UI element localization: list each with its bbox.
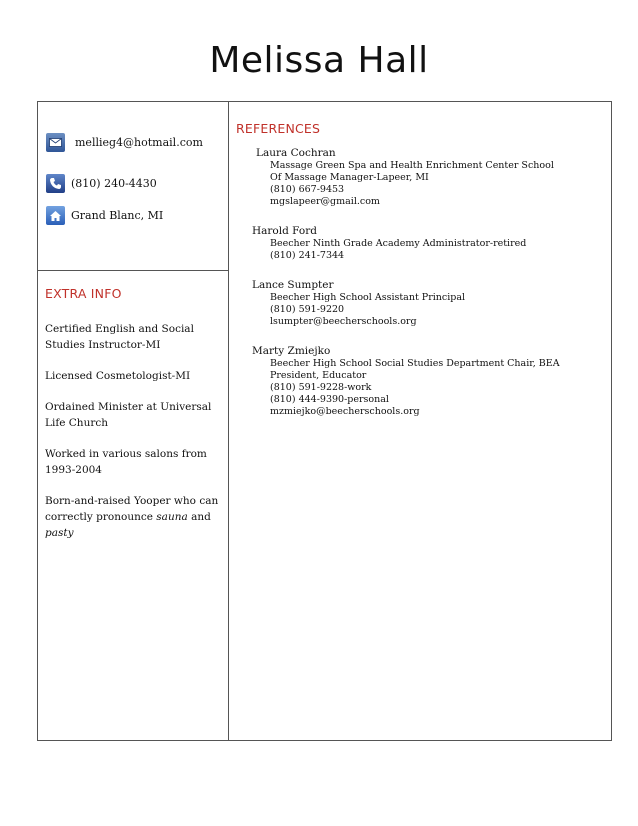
- contact-email[interactable]: mellieg4@hotmail.com: [75, 136, 203, 149]
- contact-email-row: [46, 133, 203, 152]
- extra-info-text: and: [187, 511, 211, 523]
- reference-name: Lance Sumpter: [252, 279, 334, 291]
- resume-frame: [37, 101, 612, 741]
- extra-info-item-yooper: [45, 493, 223, 541]
- left-column: [38, 102, 229, 740]
- reference-detail: (810) 591-9220: [270, 304, 345, 315]
- extra-info-text: Born-and-raised Yooper who can correctly pronounce: [45, 495, 219, 523]
- extra-info-item: Licensed Cosmetologist-MI: [45, 370, 191, 382]
- reference-name: Laura Cochran: [256, 147, 336, 159]
- extra-info-item: Ordained Minister at Universal Life Church: [45, 401, 212, 429]
- reference-entry: [236, 344, 606, 418]
- contact-location-row: [46, 206, 163, 225]
- references-section: [236, 121, 606, 418]
- reference-name: Harold Ford: [252, 225, 317, 237]
- reference-name: Marty Zmiejko: [252, 345, 331, 357]
- reference-detail: Beecher High School Social Studies Department Chair, BEA: [270, 358, 560, 369]
- contact-location: Grand Blanc, MI: [71, 209, 164, 222]
- reference-detail: (810) 241-7344: [270, 250, 345, 261]
- contact-phone: (810) 240-4430: [71, 177, 157, 190]
- phone-icon: [46, 174, 65, 193]
- reference-detail: (810) 667-9453: [270, 184, 345, 195]
- reference-email[interactable]: lsumpter@beecherschools.org: [270, 316, 417, 327]
- references-list: [236, 146, 606, 418]
- reference-detail: President, Educator: [270, 370, 367, 381]
- extra-info-item: Worked in various salons from 1993-2004: [45, 448, 207, 476]
- reference-detail: (810) 444-9390-personal: [270, 394, 389, 405]
- reference-email[interactable]: mgslapeer@gmail.com: [270, 196, 380, 207]
- home-icon: [46, 206, 65, 225]
- extra-info-heading: EXTRA INFO: [45, 286, 122, 301]
- contact-box: [38, 102, 228, 271]
- reference-detail: (810) 591-9228-work: [270, 382, 372, 393]
- contact-phone-row: [46, 174, 157, 193]
- references-heading: REFERENCES: [236, 121, 321, 136]
- reference-detail: Massage Green Spa and Health Enrichment Center School: [270, 160, 554, 171]
- reference-entry: [236, 146, 606, 208]
- extra-info-emphasis: sauna: [156, 511, 188, 523]
- extra-info-section: [45, 286, 223, 556]
- reference-detail: Of Massage Manager-Lapeer, MI: [270, 172, 429, 183]
- reference-email[interactable]: mzmiejko@beecherschools.org: [270, 406, 420, 417]
- envelope-icon: [46, 133, 65, 152]
- reference-entry: [236, 224, 606, 262]
- extra-info-item: Certified English and Social Studies Instructor-MI: [45, 323, 194, 351]
- resume-name: Melissa Hall: [209, 40, 429, 81]
- reference-detail: Beecher Ninth Grade Academy Administrator-retired: [270, 238, 527, 249]
- reference-entry: [236, 278, 606, 328]
- extra-info-emphasis: pasty: [45, 527, 74, 539]
- reference-detail: Beecher High School Assistant Principal: [270, 292, 466, 303]
